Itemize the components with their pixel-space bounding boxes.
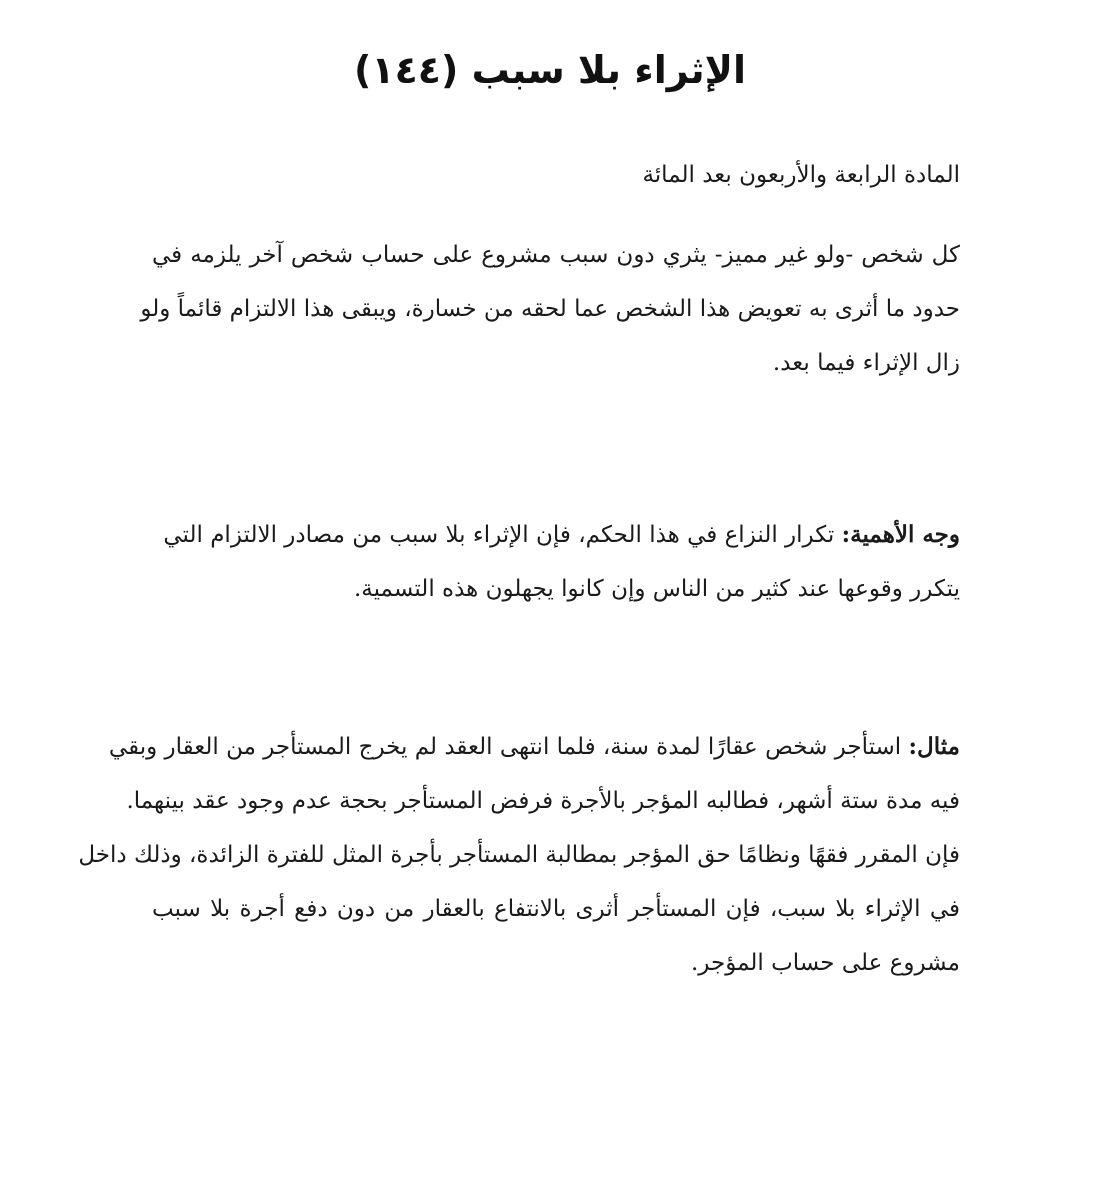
article-line: زال الإثراء فيما بعد. xyxy=(772,350,960,376)
article-line: حدود ما أثرى به تعويض هذا الشخص عما لحقه من خسارة، ويبقى هذا الالتزام قائماً ولو xyxy=(140,296,960,322)
importance-section xyxy=(163,508,960,616)
subtitle-text: المادة الرابعة والأربعون بعد المائة xyxy=(642,162,960,188)
example-section xyxy=(78,720,960,990)
example-line: فيه مدة ستة أشهر، فطالبه المؤجر بالأجرة فرفض المستأجر بحجة عدم وجود عقد بينهما. xyxy=(126,788,960,814)
importance-line: يتكرر وقوعها عند كثير من الناس وإن كانوا يجهلون هذه التسمية. xyxy=(353,576,960,602)
importance-text: تكرار النزاع في هذا الحكم، فإن الإثراء بلا سبب من مصادر الالتزام التي xyxy=(163,522,842,548)
importance-label: وجه الأهمية: xyxy=(841,521,960,548)
page-title: الإثراء بلا سبب (١٤٤) xyxy=(354,48,746,92)
example-line: في الإثراء بلا سبب، فإن المستأجر أثرى بالانتفاع بالعقار من دون دفع أجرة بلا سبب xyxy=(152,896,960,922)
article-line: كل شخص -ولو غير مميز- يثري دون سبب مشروع على حساب شخص آخر يلزمه في xyxy=(152,242,960,268)
article-text xyxy=(140,228,960,390)
example-text: استأجر شخص عقارًا لمدة سنة، فلما انتهى العقد لم يخرج المستأجر من العقار وبقي xyxy=(108,734,909,760)
article-subtitle xyxy=(152,148,960,202)
example-line: فإن المقرر فقهًا ونظامًا حق المؤجر بمطالبة المستأجر بأجرة المثل للفترة الزائدة، وذلك داخل xyxy=(78,842,960,868)
importance-line xyxy=(163,508,960,562)
example-line xyxy=(108,720,960,774)
example-label: مثال: xyxy=(908,733,960,760)
example-line: مشروع على حساب المؤجر. xyxy=(691,950,960,976)
